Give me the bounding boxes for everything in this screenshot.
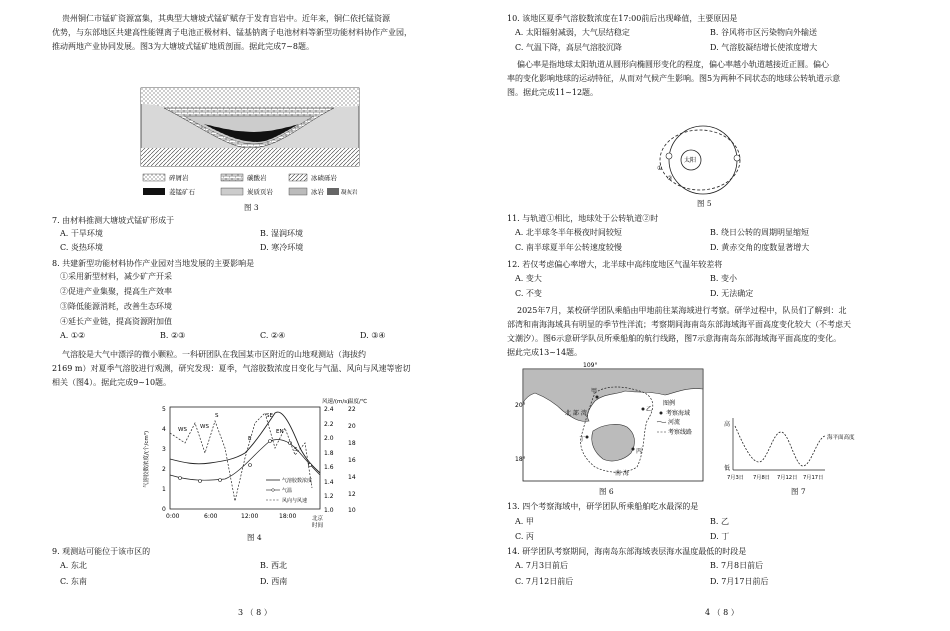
svg-text:河流: 河流 [668, 419, 681, 426]
intro-p4: 2025年7月，某校研学团队乘船由甲地前往某海域进行考察。研学过程中，队员们了解到：北 [517, 306, 847, 315]
svg-text:图例: 图例 [663, 400, 676, 407]
svg-text:4: 4 [162, 426, 166, 433]
q9-option-d: D. 西南 [260, 577, 288, 586]
fig7-y-high: 高 [724, 421, 731, 428]
sun-label: 太阳 [684, 157, 697, 164]
svg-text:7月8日: 7月8日 [753, 475, 770, 481]
q11-option-a: A. 北半球冬半年极夜时间较短 [515, 228, 622, 237]
page-footer-left: 3 （ 8 ） [238, 608, 272, 617]
svg-text:10: 10 [348, 507, 356, 514]
svg-text:2.0: 2.0 [324, 435, 334, 442]
svg-text:1.8: 1.8 [324, 450, 334, 457]
orbit-1-label: ① [657, 165, 663, 172]
intro-p3: 偏心率是指地球太阳轨道从圆形向椭圆形变化的程度，偏心率越小轨道越接近正圆。偏心 [517, 60, 829, 69]
fig6-lat20: 20° [515, 402, 526, 409]
q10-option-d: D. 气溶胶凝结增长使浓度增大 [710, 43, 818, 52]
q13-option-d: D. 丁 [710, 532, 730, 541]
q12-stem: 12. 若仅考虑偏心率增大，北半球中高纬度地区气温年较差将 [507, 260, 723, 269]
svg-text:气温: 气温 [282, 488, 293, 494]
svg-text:7月17日: 7月17日 [803, 475, 824, 481]
svg-text:冰碛砾岩: 冰碛砾岩 [311, 174, 337, 182]
q8-stem: 8. 共建新型功能材料协作产业园对当地发展的主要影响是 [52, 259, 255, 268]
q10-stem: 10. 该地区夏季气溶胶数浓度在17:00前后出现峰值，主要原因是 [507, 14, 738, 23]
svg-text:WS: WS [178, 427, 187, 433]
fig7-sea-level-line [735, 426, 825, 466]
q8-option-b: B. ②③ [160, 331, 186, 340]
figure-4-caption: 图 4 [247, 533, 262, 542]
svg-text:18:00: 18:00 [279, 513, 297, 520]
fig6-sea-label: 南 海 [615, 470, 629, 477]
svg-text:SE: SE [266, 413, 273, 419]
svg-text:1.4: 1.4 [324, 479, 334, 486]
svg-text:16: 16 [348, 457, 356, 464]
intro-p1: 贵州铜仁市锰矿资源富集，其典型大塘坡式锰矿赋存于发育盲岩中。近年来，铜仁依托锰资源 [62, 14, 390, 23]
q7-stem: 7. 由材料推测大塘坡式锰矿形成于 [52, 216, 175, 225]
point-yi: 乙 [646, 406, 653, 413]
svg-text:WS: WS [200, 424, 209, 430]
svg-text:5: 5 [162, 406, 166, 413]
point-ding: 丁 [579, 436, 586, 443]
intro-p3-line2: 率的变化影响地球的运动特征，从而对气候产生影响。图5为两种不同状态的地球公转轨道示意 [507, 74, 841, 83]
fig4-y-left-ticks [162, 406, 166, 513]
figure-5-orbits [653, 118, 753, 204]
svg-text:时间: 时间 [312, 523, 324, 529]
intro-p1-line2: 优势，与东部地区共建高性能锂离子电池正极材料、锰基钠离子电池材料等新型功能材料协作产业园， [52, 28, 412, 37]
q9-option-c: C. 东南 [60, 577, 87, 586]
svg-text:冰岩: 冰岩 [311, 188, 324, 196]
svg-text:S: S [294, 447, 298, 453]
svg-text:1.0: 1.0 [324, 507, 334, 514]
q14-option-b: B. 7月8日前后 [710, 561, 764, 570]
intro-p1-line3: 推动两地产业协同发展。图3为大塘坡式锰矿地质剖面。据此完成7~8题。 [52, 42, 314, 51]
fig7-y-low: 低 [724, 465, 731, 472]
intro-p4-line3: 文潮汐）。图6示意研学队员所乘船舶的航行线路，图7示意海南岛东部海域海平面高度的变化。 [507, 334, 842, 343]
q10-option-a: A. 太阳辐射减弱，大气层结稳定 [515, 28, 630, 37]
svg-text:14: 14 [348, 474, 356, 481]
q13-option-b: B. 乙 [710, 517, 729, 526]
svg-text:0: 0 [162, 506, 166, 513]
legend-label: 碎屑岩 [169, 174, 189, 182]
q11-option-c: C. 南半球夏半年公转速度较慢 [515, 243, 622, 252]
q9-option-b: B. 西北 [260, 561, 287, 570]
q8-item-3: ③降低能源消耗，改善生态环境 [60, 302, 172, 311]
page-footer-right: 4 （ 8 ） [705, 608, 739, 617]
intro-p4-line4: 据此完成13~14题。 [507, 348, 583, 357]
fig4-temp-line [170, 440, 320, 481]
q12-option-c: C. 不变 [515, 289, 542, 298]
fig6-gulf-label: 北 部 湾 [565, 410, 587, 417]
svg-text:凝灰岩: 凝灰岩 [341, 190, 358, 196]
q8-option-a: A. ①② [60, 331, 86, 340]
svg-text:考察海域: 考察海域 [666, 410, 691, 417]
svg-text:E: E [248, 436, 252, 442]
intro-p2-line3: 相关（图4）。据此完成9~10题。 [52, 378, 172, 387]
intro-p4-line2: 部湾和南海海域具有明显的季节性洋流；考察期间海南岛东部海域海平面高度变化较大（不考虑天 [507, 320, 851, 329]
svg-text:EN: EN [276, 429, 284, 435]
svg-text:菱锰矿石: 菱锰矿石 [169, 188, 195, 196]
fig4-ylabel-wind: 风速/(m/s) [322, 399, 350, 405]
fig4-wind-labels [178, 413, 298, 453]
fig4-ylabel-left: 气溶胶数浓度/(个/cm³) [144, 430, 150, 488]
q7-option-a: A. 干旱环境 [60, 229, 103, 238]
q8-item-4: ④延长产业链，提高资源附加值 [60, 317, 172, 326]
svg-text:1.6: 1.6 [324, 464, 334, 471]
figure-3-geologic-section [139, 86, 361, 208]
q12-option-d: D. 无法确定 [710, 289, 754, 298]
fig6-lon-label: 109° [583, 362, 598, 369]
q10-option-b: B. 谷风将市区污染物向外输送 [710, 28, 817, 37]
q7-option-c: C. 炎热环境 [60, 243, 103, 252]
svg-text:0:00: 0:00 [166, 513, 180, 520]
q13-stem: 13. 四个考察海域中，研学团队所乘船舶吃水最深的是 [507, 502, 699, 511]
point-bing: 丙 [636, 448, 643, 455]
svg-text:22: 22 [348, 406, 356, 413]
figure-6-map [515, 363, 715, 485]
figure-5-caption: 图 5 [697, 199, 712, 208]
figure-7-caption: 图 7 [791, 487, 806, 496]
q14-stem: 14. 研学团队考察期间，海南岛东部海域表层海水温度最低的时段是 [507, 547, 747, 556]
q13-option-a: A. 甲 [515, 517, 534, 526]
q8-item-1: ①采用新型材料，减少矿产开采 [60, 272, 172, 281]
q12-option-a: A. 变大 [515, 274, 542, 283]
q14-option-d: D. 7月17日前后 [710, 577, 769, 586]
fig6-lat18: 18° [515, 456, 526, 463]
figure-6-caption: 图 6 [599, 487, 614, 496]
figure-4-aerosol-chart [140, 393, 368, 533]
fig6-legend [655, 397, 701, 439]
q14-option-a: A. 7月3日前后 [515, 561, 569, 570]
q11-option-b: B. 绕日公转的周期明显缩短 [710, 228, 809, 237]
intro-p3-line3: 图。据此完成11~12题。 [507, 88, 599, 97]
figure-7-sea-level [723, 414, 858, 484]
q11-stem: 11. 与轨道①相比，地球处于公转轨道②时 [507, 214, 659, 223]
svg-text:风向与风速: 风向与风速 [282, 498, 308, 504]
svg-text:1.2: 1.2 [324, 493, 334, 500]
q8-item-2: ②促进产业集聚，提高生产效率 [60, 287, 172, 296]
q11-option-d: D. 黄赤交角的度数显著增大 [710, 243, 810, 252]
q12-option-b: B. 变小 [710, 274, 737, 283]
fig4-x-ticks [166, 513, 296, 520]
svg-text:12: 12 [348, 491, 356, 498]
svg-text:1: 1 [162, 486, 166, 493]
fig4-legend [266, 477, 312, 504]
q14-option-c: C. 7月12日前后 [515, 577, 574, 586]
q9-option-a: A. 东北 [60, 561, 87, 570]
svg-text:18: 18 [348, 440, 356, 447]
svg-text:6:00: 6:00 [204, 513, 218, 520]
svg-text:气溶胶数浓度: 气溶胶数浓度 [282, 478, 313, 484]
svg-text:7月12日: 7月12日 [777, 475, 798, 481]
svg-text:20: 20 [348, 423, 356, 430]
svg-text:S: S [215, 413, 219, 419]
fig4-ylabel-temp: 温度/℃ [348, 399, 368, 405]
svg-text:7月3日: 7月3日 [727, 475, 744, 481]
q9-stem: 9. 观测站可能位于该市区的 [52, 547, 151, 556]
intro-p2-line2: 2169 m）对夏季气溶胶进行观测，研究发现：夏季，气溶胶数浓度日变化与气温、风向与风速等密切 [52, 364, 411, 373]
svg-text:碳酸岩: 碳酸岩 [247, 174, 267, 182]
svg-text:2.2: 2.2 [324, 421, 334, 428]
point-jia: 甲 [591, 388, 598, 395]
figure-3-caption: 图 3 [244, 203, 259, 212]
svg-text:12:00: 12:00 [241, 513, 259, 520]
svg-text:考察线路: 考察线路 [668, 429, 693, 436]
svg-text:2.4: 2.4 [324, 406, 334, 413]
fig4-y-temp-ticks [348, 406, 356, 514]
q8-option-d: D. ③④ [360, 331, 386, 340]
fig7-series-label: 海平面高度 [827, 435, 855, 441]
svg-text:炭质页岩: 炭质页岩 [247, 188, 273, 196]
orbit-2-label: ② [667, 175, 673, 182]
fig4-y-wind-ticks [324, 406, 334, 514]
intro-p2: 气溶胶是大气中漂浮的微小颗粒。一科研团队在我国某市区附近的山地观测站（海拔约 [62, 350, 366, 359]
fig4-xlabel: 北京 [312, 516, 324, 522]
q7-option-d: D. 寒冷环境 [260, 243, 304, 252]
q8-option-c: C. ②④ [260, 331, 286, 340]
q13-option-c: C. 丙 [515, 532, 534, 541]
q7-option-b: B. 湿润环境 [260, 229, 303, 238]
fig4-aerosol-line [170, 412, 320, 473]
q10-option-c: C. 气温下降，高层气溶胶沉降 [515, 43, 622, 52]
svg-text:2: 2 [162, 466, 166, 473]
svg-text:3: 3 [162, 446, 166, 453]
